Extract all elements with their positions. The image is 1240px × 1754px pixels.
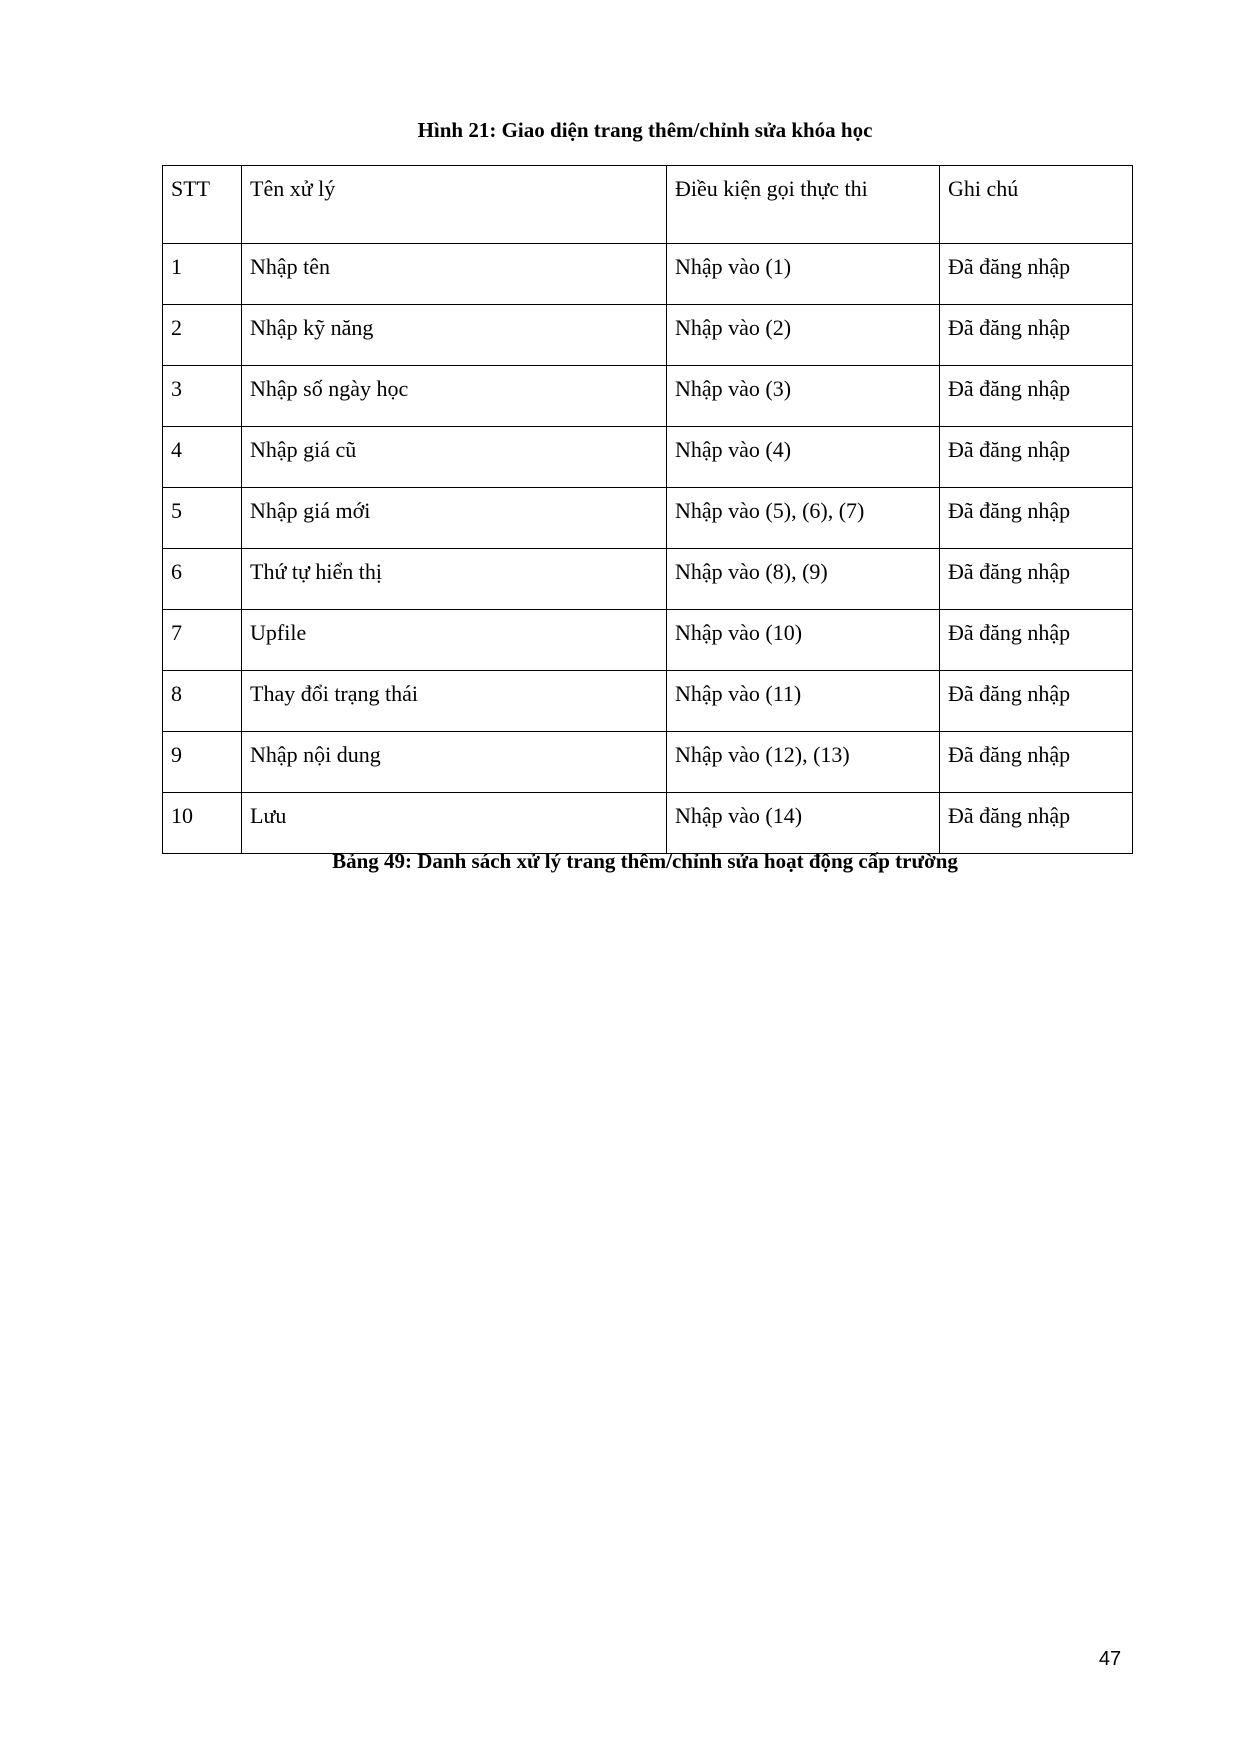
cell-note: Đã đăng nhập: [940, 610, 1133, 671]
processing-table: [162, 165, 1133, 854]
cell-condition: Nhập vào (3): [667, 366, 940, 427]
cell-condition: Nhập vào (2): [667, 305, 940, 366]
cell-name: Nhập giá cũ: [242, 427, 667, 488]
table-body: [163, 244, 1133, 854]
cell-condition: Nhập vào (1): [667, 244, 940, 305]
cell-note: Đã đăng nhập: [940, 427, 1133, 488]
cell-name: Upfile: [242, 610, 667, 671]
figure-caption: Hình 21: Giao diện trang thêm/chỉnh sửa khóa học: [417, 118, 873, 142]
processing-table-container: [162, 165, 1132, 854]
cell-stt: 6: [163, 549, 242, 610]
cell-stt: 3: [163, 366, 242, 427]
header-stt: STT: [163, 166, 242, 244]
page-number: 47: [1098, 1648, 1122, 1670]
cell-note: Đã đăng nhập: [940, 732, 1133, 793]
cell-name: Lưu: [242, 793, 667, 854]
cell-condition: Nhập vào (4): [667, 427, 940, 488]
cell-condition: Nhập vào (12), (13): [667, 732, 940, 793]
table-row: [163, 732, 1133, 793]
table-row: [163, 793, 1133, 854]
cell-stt: 1: [163, 244, 242, 305]
cell-note: Đã đăng nhập: [940, 305, 1133, 366]
cell-condition: Nhập vào (14): [667, 793, 940, 854]
cell-name: Nhập tên: [242, 244, 667, 305]
cell-stt: 8: [163, 671, 242, 732]
table-caption: Bảng 49: Danh sách xử lý trang thêm/chỉnh sửa hoạt động cấp trường: [332, 849, 958, 873]
cell-condition: Nhập vào (11): [667, 671, 940, 732]
cell-note: Đã đăng nhập: [940, 671, 1133, 732]
cell-condition: Nhập vào (10): [667, 610, 940, 671]
table-row: [163, 610, 1133, 671]
cell-stt: 4: [163, 427, 242, 488]
cell-note: Đã đăng nhập: [940, 793, 1133, 854]
cell-note: Đã đăng nhập: [940, 488, 1133, 549]
cell-stt: 10: [163, 793, 242, 854]
cell-condition: Nhập vào (8), (9): [667, 549, 940, 610]
cell-name: Nhập giá mới: [242, 488, 667, 549]
cell-name: Nhập nội dung: [242, 732, 667, 793]
table-row: [163, 549, 1133, 610]
cell-name: Nhập số ngày học: [242, 366, 667, 427]
cell-stt: 5: [163, 488, 242, 549]
table-row: [163, 671, 1133, 732]
table-row: [163, 305, 1133, 366]
cell-note: Đã đăng nhập: [940, 244, 1133, 305]
header-note: Ghi chú: [940, 166, 1133, 244]
table-row: [163, 488, 1133, 549]
cell-note: Đã đăng nhập: [940, 366, 1133, 427]
table-row: [163, 366, 1133, 427]
cell-name: Nhập kỹ năng: [242, 305, 667, 366]
table-row: [163, 244, 1133, 305]
cell-stt: 9: [163, 732, 242, 793]
cell-name: Thay đổi trạng thái: [242, 671, 667, 732]
table-row: [163, 427, 1133, 488]
header-name: Tên xử lý: [242, 166, 667, 244]
cell-name: Thứ tự hiển thị: [242, 549, 667, 610]
table-header-row: [163, 166, 1133, 244]
header-condition: Điều kiện gọi thực thi: [667, 166, 940, 244]
cell-condition: Nhập vào (5), (6), (7): [667, 488, 940, 549]
cell-note: Đã đăng nhập: [940, 549, 1133, 610]
cell-stt: 7: [163, 610, 242, 671]
cell-stt: 2: [163, 305, 242, 366]
